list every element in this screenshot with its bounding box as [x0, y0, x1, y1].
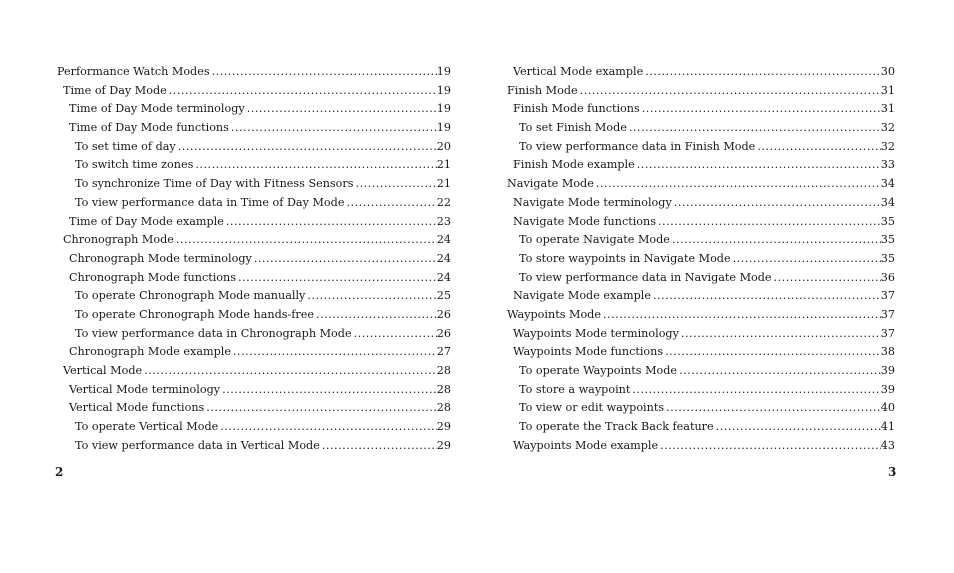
toc-entry-page: 24	[436, 270, 451, 284]
toc-entry-page: 35	[880, 214, 895, 228]
toc-entry-page: 38	[880, 345, 895, 359]
toc-entry-page: 36	[880, 270, 895, 284]
toc-entry-page: 21	[436, 158, 451, 172]
toc-entry-page: 26	[436, 326, 451, 340]
toc-entry-page: 43	[880, 438, 895, 452]
toc-leader-dots	[666, 399, 881, 418]
toc-entry-title: Navigate Mode terminology	[513, 195, 672, 209]
toc-entry[interactable]	[507, 138, 895, 157]
toc-entry-title: Navigate Mode	[507, 177, 594, 191]
toc-entry-title: Waypoints Mode functions	[513, 345, 664, 359]
toc-entry[interactable]	[57, 343, 451, 362]
toc-leader-dots	[356, 175, 437, 194]
toc-entry-page: 28	[436, 364, 451, 377]
toc-leader-dots	[642, 100, 881, 119]
toc-entry[interactable]	[507, 119, 895, 138]
toc-entry-page: 40	[880, 401, 895, 415]
toc-entry[interactable]	[507, 381, 895, 400]
toc-entry[interactable]	[57, 381, 451, 400]
toc-entry-page: 24	[436, 233, 451, 247]
toc-entry-title: To store a waypoint	[519, 382, 631, 396]
toc-entry[interactable]	[507, 325, 895, 344]
toc-entry-title: To view performance data in Vertical Mode	[75, 438, 320, 452]
toc-entry-title: To set Finish Mode	[519, 121, 627, 135]
toc-entry-page: 24	[436, 251, 451, 265]
toc-entry[interactable]	[57, 231, 451, 250]
toc-entry[interactable]	[507, 306, 895, 325]
toc-entry-title: Vertical Mode	[63, 364, 143, 377]
toc-entry-page: 35	[880, 233, 895, 247]
toc-entry-title: To synchronize Time of Day with Fitness Sensors	[75, 177, 354, 191]
toc-leader-dots	[354, 325, 437, 344]
toc-entry[interactable]	[507, 82, 895, 101]
toc-entry-page: 34	[880, 195, 895, 209]
toc-leader-dots	[653, 287, 881, 306]
toc-leader-dots	[238, 269, 437, 288]
toc-entry-title: To store waypoints in Navigate Mode	[519, 251, 731, 265]
toc-entry[interactable]	[57, 100, 451, 119]
toc-entry[interactable]	[507, 63, 895, 82]
toc-leader-dots	[178, 138, 437, 157]
toc-entry-page: 37	[880, 326, 895, 340]
toc-entry[interactable]	[57, 213, 451, 232]
toc-leader-dots	[596, 175, 881, 194]
toc-entry-page: 21	[436, 177, 451, 191]
toc-entry-title: Time of Day Mode example	[69, 214, 224, 228]
page-number-left: 2	[55, 465, 64, 479]
toc-entry-title: Chronograph Mode functions	[69, 270, 236, 284]
page-number-right: 3	[888, 465, 897, 479]
toc-leader-dots	[774, 269, 881, 288]
toc-entry-page: 32	[880, 121, 895, 135]
toc-entry-page: 19	[436, 83, 451, 97]
toc-entry[interactable]	[507, 437, 895, 456]
toc-entry-title: To operate Waypoints Mode	[519, 364, 678, 377]
toc-entry-page: 35	[880, 251, 895, 265]
toc-entry[interactable]	[57, 437, 451, 456]
toc-entry[interactable]	[507, 175, 895, 194]
toc-leader-dots	[632, 381, 880, 400]
toc-leader-dots	[580, 82, 881, 101]
toc-entry-page: 37	[880, 307, 895, 321]
toc-leader-dots	[231, 119, 437, 138]
toc-entry-page: 19	[436, 121, 451, 135]
toc-entry-title: Chronograph Mode	[63, 233, 174, 247]
toc-leader-dots	[307, 287, 436, 306]
toc-entry-title: To operate Chronograph Mode hands-free	[75, 307, 315, 321]
toc-leader-dots	[679, 362, 881, 381]
toc-entry[interactable]	[507, 287, 895, 306]
toc-leader-dots	[637, 156, 881, 175]
toc-entry-title: Navigate Mode functions	[513, 214, 656, 228]
toc-leader-dots	[681, 325, 881, 344]
toc-leader-dots	[169, 82, 437, 101]
toc-entry[interactable]	[57, 399, 451, 418]
toc-left-column	[57, 63, 451, 455]
toc-entry-page: 28	[436, 401, 451, 415]
toc-entry-title: To view performance data in Time of Day Mode	[75, 195, 345, 209]
toc-entry-title: To view performance data in Finish Mode	[519, 139, 756, 153]
toc-entry-page: 34	[880, 177, 895, 191]
toc-entry[interactable]	[57, 325, 451, 344]
toc-entry-page: 28	[436, 382, 451, 396]
toc-leader-dots	[222, 381, 437, 400]
toc-entry-title: Vertical Mode example	[513, 65, 644, 78]
toc-entry-page: 19	[436, 65, 451, 78]
toc-entry[interactable]	[57, 82, 451, 101]
toc-entry-title: Chronograph Mode example	[69, 345, 231, 359]
toc-leader-dots	[144, 362, 437, 381]
toc-entry[interactable]	[57, 138, 451, 157]
toc-leader-dots	[716, 418, 881, 437]
toc-entry-page: 26	[436, 307, 451, 321]
toc-entry-page: 31	[880, 102, 895, 116]
toc-entry[interactable]	[57, 418, 451, 437]
toc-entry[interactable]	[57, 287, 451, 306]
toc-entry-title: To operate Navigate Mode	[519, 233, 670, 247]
toc-entry[interactable]	[507, 343, 895, 362]
toc-entry[interactable]	[57, 156, 451, 175]
toc-leader-dots	[254, 250, 437, 269]
toc-entry-title: Finish Mode	[507, 83, 578, 97]
toc-entry-title: Navigate Mode example	[513, 289, 651, 303]
toc-leader-dots	[212, 63, 437, 82]
toc-leader-dots	[672, 231, 881, 250]
toc-leader-dots	[665, 343, 881, 362]
toc-leader-dots	[733, 250, 881, 269]
toc-entry-page: 29	[436, 420, 451, 434]
toc-entry[interactable]	[57, 175, 451, 194]
toc-entry-title: To switch time zones	[75, 158, 194, 172]
toc-entry[interactable]	[57, 119, 451, 138]
toc-entry-title: Time of Day Mode	[63, 83, 167, 97]
toc-entry[interactable]	[57, 250, 451, 269]
toc-leader-dots	[660, 437, 881, 456]
toc-entry[interactable]	[507, 194, 895, 213]
toc-leader-dots	[195, 156, 436, 175]
toc-entry-page: 37	[880, 289, 895, 303]
toc-entry-page: 25	[436, 289, 451, 303]
toc-entry-page: 27	[436, 345, 451, 359]
toc-entry[interactable]	[57, 362, 451, 381]
toc-entry[interactable]	[507, 362, 895, 381]
toc-entry-page: 23	[436, 214, 451, 228]
toc-entry-title: Waypoints Mode example	[513, 438, 659, 452]
toc-entry[interactable]	[57, 63, 451, 82]
toc-entry-page: 41	[880, 420, 895, 434]
toc-entry[interactable]	[507, 231, 895, 250]
toc-entry-page: 33	[880, 158, 895, 172]
toc-entry-page: 39	[880, 382, 895, 396]
toc-entry-page: 22	[436, 195, 451, 209]
toc-entry[interactable]	[507, 213, 895, 232]
toc-leader-dots	[316, 306, 437, 325]
toc-entry-title: Time of Day Mode functions	[69, 121, 229, 135]
toc-entry-title: Finish Mode functions	[513, 102, 640, 116]
toc-leader-dots	[176, 231, 437, 250]
toc-leader-dots	[233, 343, 437, 362]
toc-leader-dots	[226, 213, 437, 232]
toc-entry-title: Vertical Mode functions	[69, 401, 205, 415]
toc-entry[interactable]	[57, 269, 451, 288]
toc-entry-page: 20	[436, 139, 451, 153]
toc-entry[interactable]	[507, 156, 895, 175]
toc-entry-title: Waypoints Mode terminology	[513, 326, 679, 340]
toc-entry-page: 19	[436, 102, 451, 116]
toc-entry-title: To view performance data in Chronograph Mode	[75, 326, 352, 340]
toc-entry-title: To set time of day	[75, 139, 176, 153]
toc-leader-dots	[674, 194, 881, 213]
toc-entry-page: 32	[880, 139, 895, 153]
toc-entry-page: 30	[880, 65, 895, 78]
toc-leader-dots	[645, 63, 880, 82]
toc-leader-dots	[757, 138, 880, 157]
toc-leader-dots	[220, 418, 437, 437]
toc-leader-dots	[247, 100, 437, 119]
toc-entry-title: To operate Chronograph Mode manually	[75, 289, 306, 303]
toc-leader-dots	[603, 306, 881, 325]
toc-entry-title: To operate Vertical Mode	[75, 420, 219, 434]
toc-entry[interactable]	[507, 250, 895, 269]
toc-entry-title: Waypoints Mode	[507, 307, 601, 321]
toc-entry-title: Time of Day Mode terminology	[69, 102, 245, 116]
toc-entry[interactable]	[507, 100, 895, 119]
toc-entry-title: To view or edit waypoints	[519, 401, 665, 415]
toc-entry-page: 31	[880, 83, 895, 97]
toc-leader-dots	[206, 399, 436, 418]
toc-entry-page: 39	[880, 364, 895, 377]
toc-entry[interactable]	[57, 306, 451, 325]
toc-entry[interactable]	[507, 418, 895, 437]
toc-leader-dots	[346, 194, 436, 213]
toc-entry-title: Vertical Mode terminology	[69, 382, 221, 396]
toc-entry-title: To operate the Track Back feature	[519, 420, 714, 434]
toc-entry[interactable]	[507, 399, 895, 418]
toc-right-column	[507, 63, 895, 455]
toc-entry[interactable]	[57, 194, 451, 213]
toc-entry-page: 29	[436, 438, 451, 452]
toc-entry-title: To view performance data in Navigate Mode	[519, 270, 772, 284]
toc-entry-title: Chronograph Mode terminology	[69, 251, 252, 265]
toc-leader-dots	[322, 437, 437, 456]
toc-leader-dots	[658, 213, 881, 232]
toc-entry-title: Performance Watch Modes	[57, 65, 210, 78]
toc-entry[interactable]	[507, 269, 895, 288]
toc-entry-title: Finish Mode example	[513, 158, 635, 172]
toc-leader-dots	[629, 119, 881, 138]
